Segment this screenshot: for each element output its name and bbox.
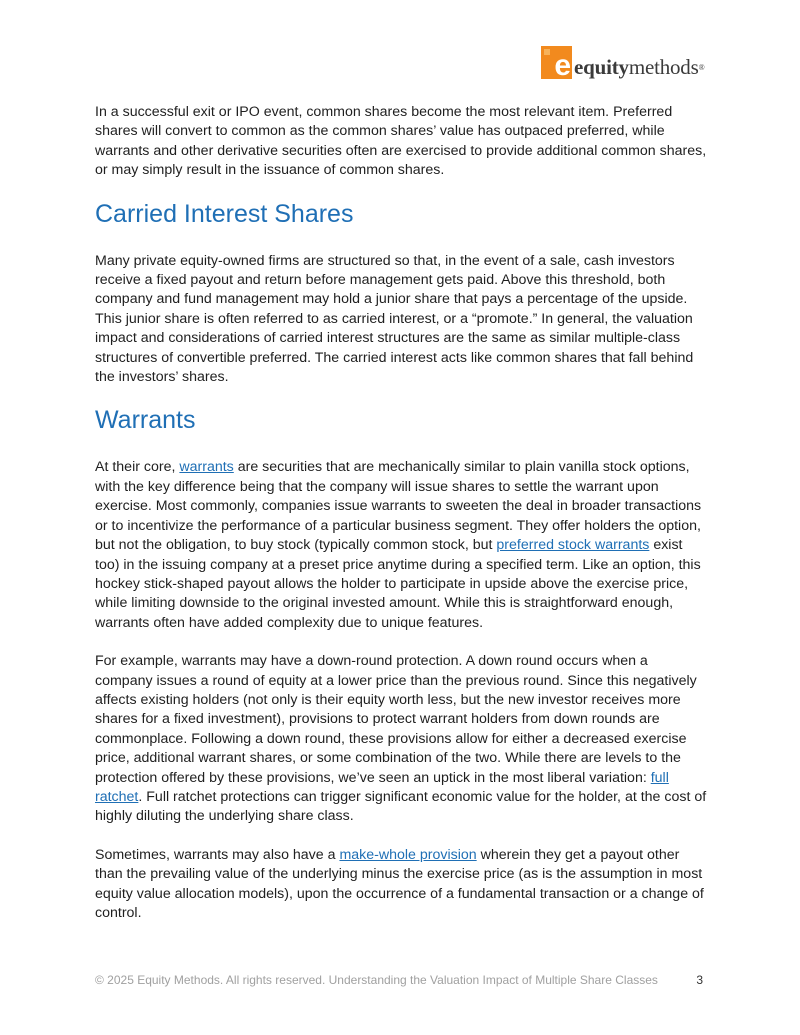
text-span: . Full ratchet protections can trigger significant economic value for the holder, at the cost of highly diluting the underlying share class. xyxy=(95,788,707,825)
link-preferred-stock-warrants[interactable]: preferred stock warrants xyxy=(496,537,650,554)
footer-copyright: © 2025 Equity Methods. All rights reserved. Understanding the Valuation Impact of Multiple Share Classes xyxy=(95,973,658,987)
page-number: 3 xyxy=(696,973,703,987)
text-span: At their core, xyxy=(95,459,180,476)
logo-wordmark xyxy=(574,57,704,78)
paragraph-ipo-exit: In a successful exit or IPO event, common shares become the most relevant item. Preferred shares will convert to common as the common shares’ value has outpaced preferred, while warrants and other derivative securities often are exercised to provide additional common shares, or may simply result in the issuance of common shares. xyxy=(95,104,707,179)
page-footer xyxy=(95,973,707,987)
link-make-whole-provision[interactable]: make-whole provision xyxy=(339,846,477,863)
logo-mark-letter: e xyxy=(554,49,571,82)
paragraph-down-round xyxy=(95,652,707,827)
link-warrants[interactable]: warrants xyxy=(179,459,234,476)
text-span: exist too) in the issuing company at a preset price anytime during a specified term. Like an option, this hockey stick-shaped payout allows the holder to participate in upside above the exercise price, while limiting downside to the original invested amount. While this is straightforward enough, warrants often have added complexity due to unique features. xyxy=(95,537,701,631)
equity-methods-logo xyxy=(541,46,705,82)
paragraph-make-whole xyxy=(95,846,707,924)
paragraph-carried-interest: Many private equity-owned firms are structured so that, in the event of a sale, cash investors receive a fixed payout and return before management gets paid. Above this threshold, both company and fund management may hold a junior share that pays a percentage of the upside. This junior share is often referred to as carried interest, or a “promote.” In general, the valuation impact and considerations of carried interest structures are the same as similar multiple-class structures of convertible preferred. The carried interest acts like common shares that fall behind the investors’ shares. xyxy=(95,252,694,386)
heading-carried-interest-shares: Carried Interest Shares xyxy=(95,199,354,228)
logo-wordmark-rest: methods xyxy=(628,55,699,79)
paragraph-warrants-core xyxy=(95,458,707,633)
logo-wordmark-bold: equity xyxy=(574,55,629,79)
text-span: are securities that are mechanically similar to plain vanilla stock options, with the key difference being that the company will issue shares to settle the warrant upon exercise. Most commonly, companies issue warrants to sweeten the deal in broader transactions or to incentivize the performance of a particular business segment. They offer holders the option, but not the obligation, to buy stock (typically common stock, but xyxy=(95,459,702,554)
link-full-ratchet[interactable]: full ratchet xyxy=(95,769,669,805)
logo-e-icon xyxy=(541,46,572,82)
logo-registered-mark: ® xyxy=(698,63,705,72)
text-span: wherein they get a payout other than the prevailing value of the underlying minus the exercise price (as is the assumption in most equity value allocation models), upon the occurrence of a fundamental transaction or a change of control. xyxy=(95,846,704,921)
text-span: For example, warrants may have a down-round protection. A down round occurs when a company issues a round of equity at a lower price than the previous round. Since this negatively affects existing holders (not only is their equity worth less, but the new investor receives more shares for a fixed investment), provisions to protect warrant holders from down rounds are commonplace. Following a down round, these provisions allow for either a decreased exercise price, additional warrant shares, or some combination of the two. While there are levels to the protection offered by these provisions, we’ve seen an uptick in the most liberal variation: xyxy=(95,653,697,786)
text-span: Sometimes, warrants may also have a xyxy=(95,846,340,863)
heading-warrants: Warrants xyxy=(95,406,196,435)
document-body xyxy=(95,103,707,942)
